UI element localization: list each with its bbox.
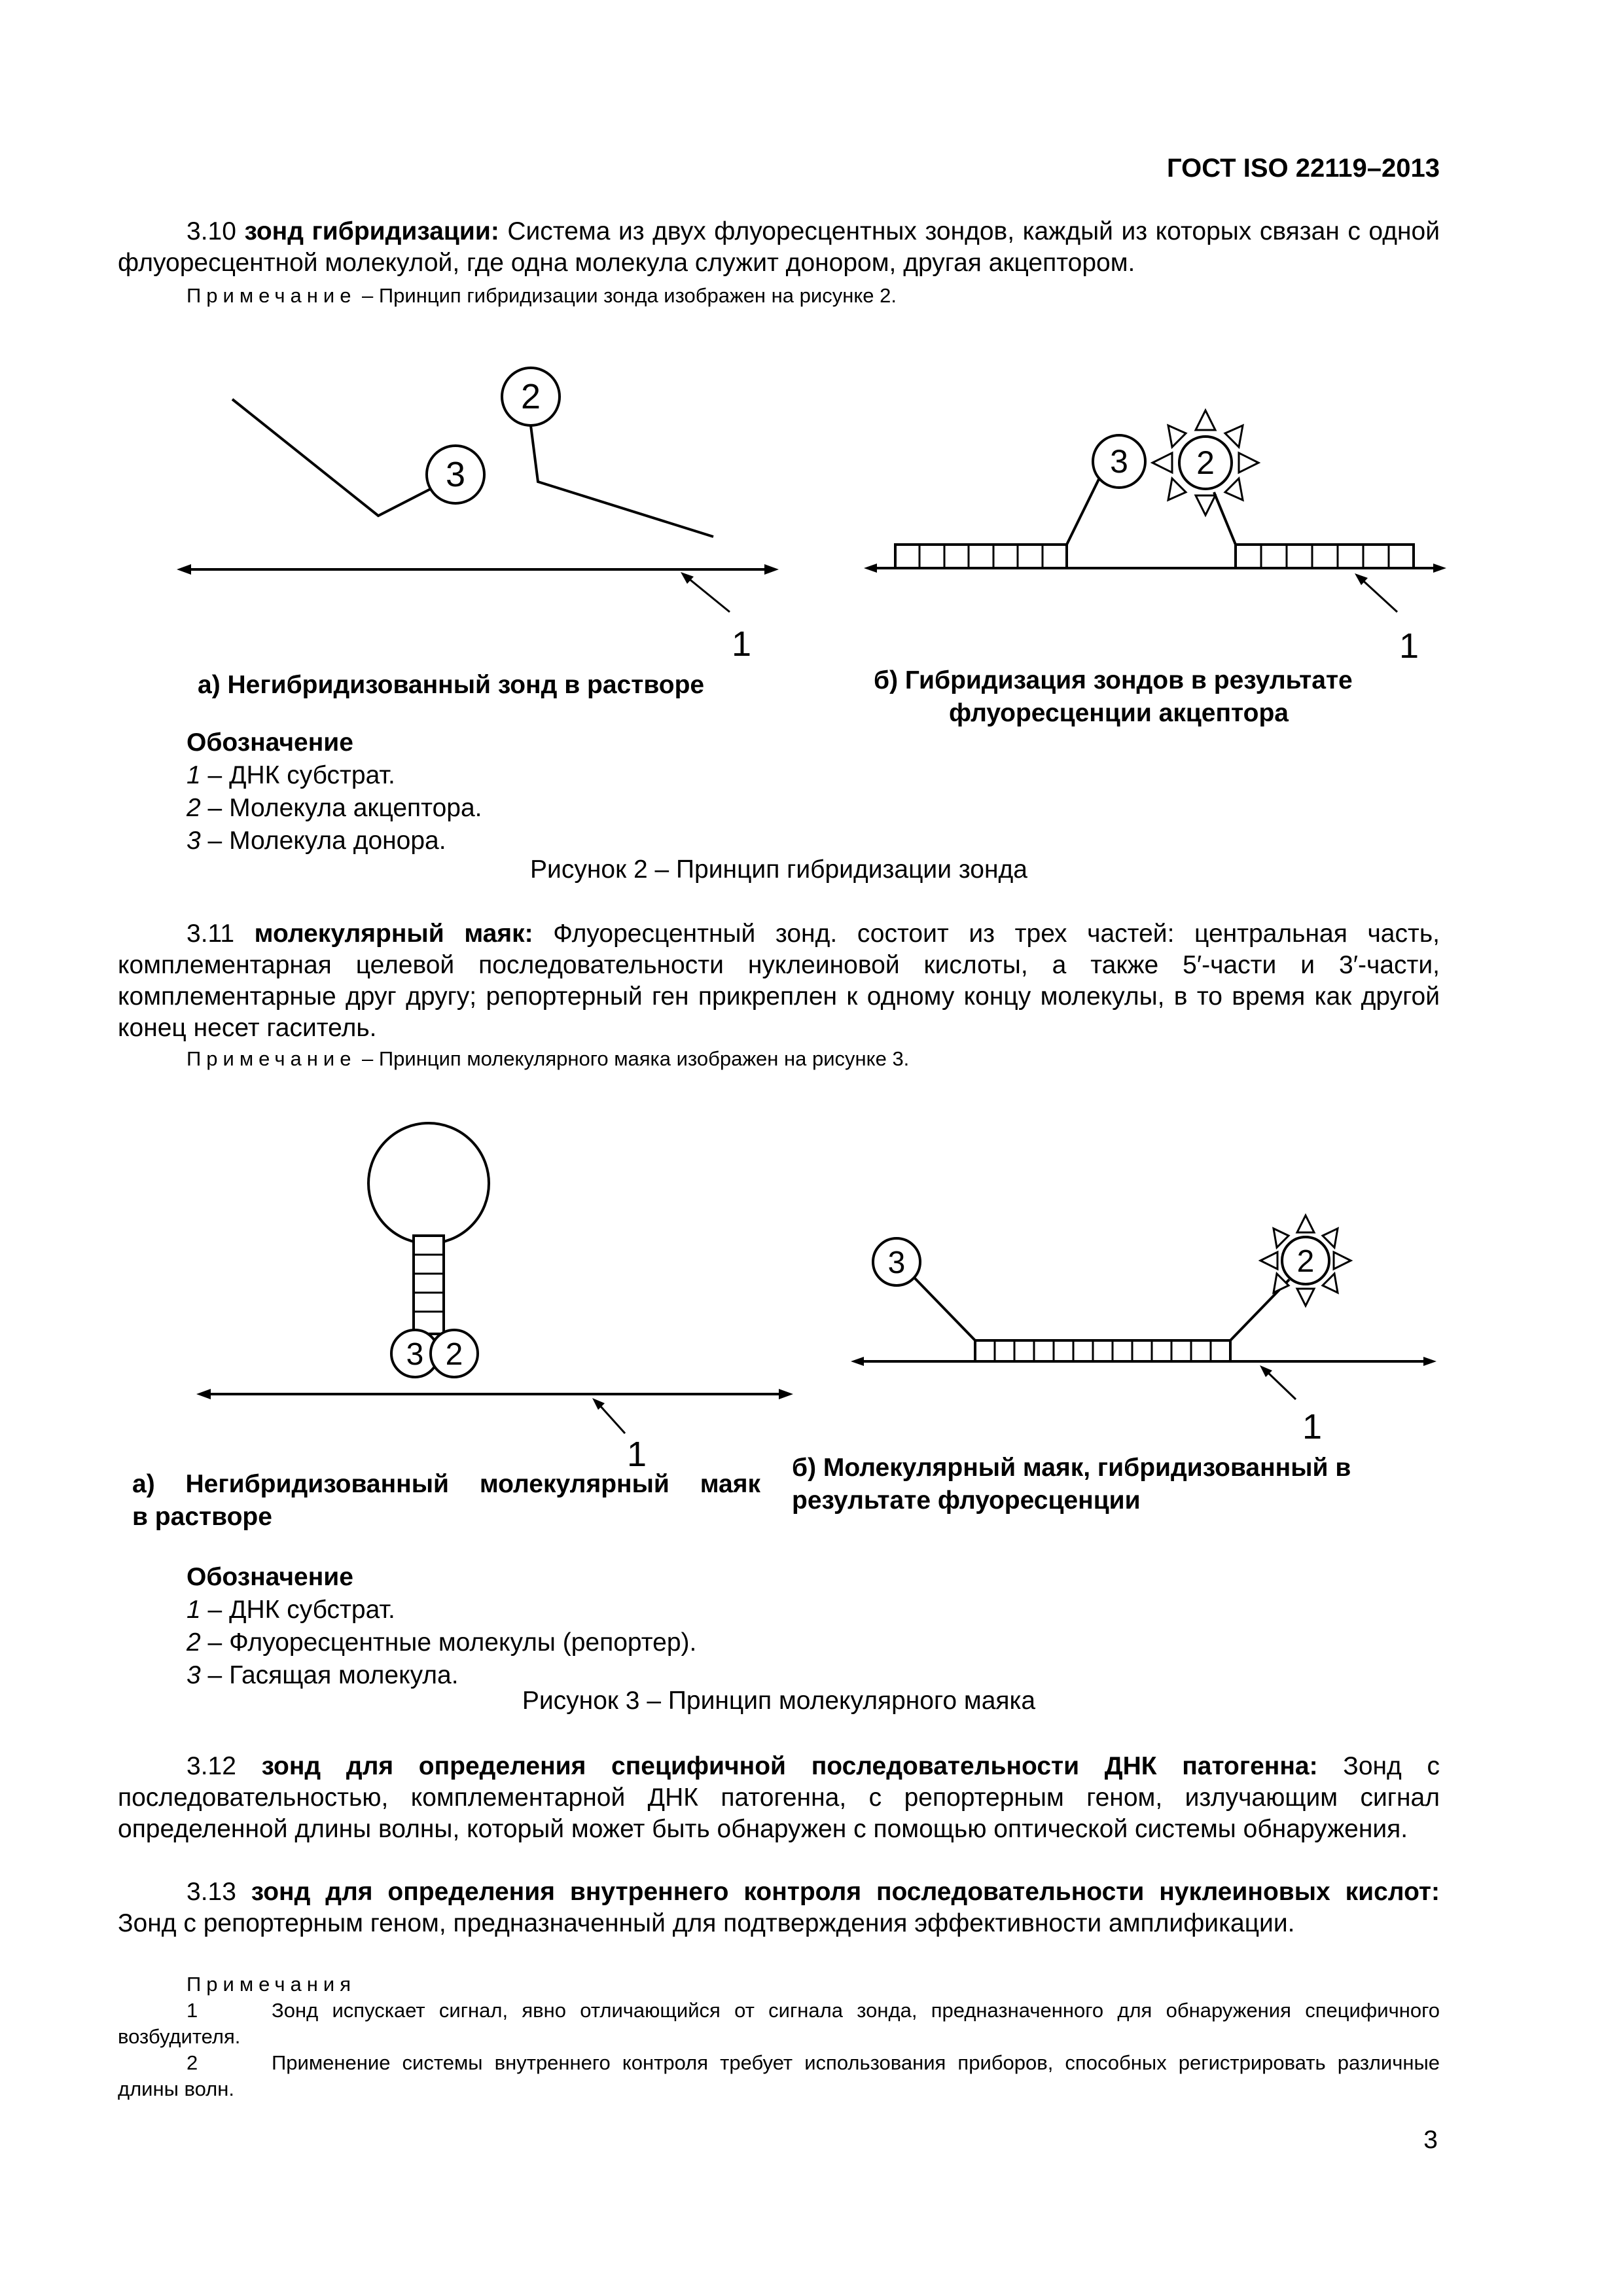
arrow-head-right bbox=[764, 564, 779, 575]
clause-3-12 bbox=[118, 1751, 1440, 1845]
notes-3-13-label: Примечания bbox=[187, 1973, 356, 1996]
note-3-13-2 bbox=[118, 2050, 1440, 2102]
label-3: 3 bbox=[445, 455, 466, 494]
figure-3b-hybridized-beacon bbox=[851, 1204, 1453, 1453]
clause-number: 3.10 bbox=[187, 217, 236, 245]
arrow-head-right bbox=[779, 1389, 793, 1399]
arrow-head-left bbox=[864, 564, 877, 573]
clause-text: Система из двух флуоресцентных зондов, каждый из которых связан с одной флуоресцентной молекулой, где одна молекула служит донором, другая акцептором. bbox=[118, 217, 1440, 277]
figure-3b-caption-line2: результате флуоресценции bbox=[792, 1486, 1141, 1515]
acceptor-link bbox=[1214, 492, 1236, 545]
legend-item: 1 – ДНК субстрат. bbox=[187, 1596, 395, 1624]
note-number: 1 bbox=[187, 1999, 198, 2022]
label-3: 3 bbox=[1110, 443, 1128, 480]
legend-item: 3 – Гасящая молекула. bbox=[187, 1661, 459, 1689]
note-text: – Принцип гибридизации зонда изображен на рисунке 2. bbox=[356, 284, 897, 307]
clause-term: зонд для определения внутреннего контроля последовательности нуклеиновых кислот: bbox=[251, 1878, 1440, 1906]
label-2: 2 bbox=[1296, 1244, 1315, 1279]
arrow-head-left bbox=[177, 564, 191, 575]
donor-probe-strand bbox=[232, 399, 431, 516]
clause-number: 3.11 bbox=[187, 920, 235, 948]
note-text: – Принцип молекулярного маяка изображен на рисунке 3. bbox=[356, 1047, 910, 1070]
acceptor-probe-strand bbox=[531, 425, 713, 537]
beacon-loop bbox=[368, 1123, 489, 1244]
clause-number: 3.12 bbox=[187, 1752, 236, 1780]
arrow-head-right bbox=[1423, 1357, 1436, 1366]
legend-item: 2 – Молекула акцептора. bbox=[187, 794, 482, 822]
figure-2b-caption-line2: флуоресценции акцептора bbox=[949, 699, 1289, 727]
arrow-head-left bbox=[851, 1357, 864, 1366]
figure-3a-caption-line2: в растворе bbox=[132, 1503, 272, 1531]
label-2: 2 bbox=[445, 1337, 463, 1372]
legend-title: Обозначение bbox=[187, 728, 353, 757]
figure-3b-caption-line1: б) Молекулярный маяк, гибридизованный в bbox=[792, 1454, 1351, 1482]
clause-term: зонд гибридизации: bbox=[244, 217, 499, 245]
hybridized-segment-right bbox=[1236, 545, 1414, 568]
note-text: Применение системы внутреннего контроля требует использования приборов, способных регистрировать различные длины волн. bbox=[118, 2051, 1440, 2100]
clause-term: зонд для определения специфичной последовательности ДНК патогенна: bbox=[261, 1752, 1318, 1780]
note-text: Зонд испускает сигнал, явно отличающийся от сигнала зонда, предназначенного для обнаружения специфичного возбудителя. bbox=[118, 1999, 1440, 2048]
legend-item: 2 – Флуоресцентные молекулы (репортер). bbox=[187, 1628, 697, 1657]
hybridized-segment-left bbox=[895, 545, 1067, 568]
legend-item: 1 – ДНК субстрат. bbox=[187, 761, 395, 789]
clause-text: Зонд с репортерным геном, предназначенный для подтверждения эффективности амплификации. bbox=[118, 1909, 1295, 1937]
figure-2b-hybridization bbox=[864, 399, 1453, 668]
label-1: 1 bbox=[732, 624, 752, 664]
arrow-head-right bbox=[1433, 564, 1446, 573]
figure-3-title: Рисунок 3 – Принцип молекулярного маяка bbox=[522, 1687, 1036, 1715]
figure-2-legend bbox=[187, 726, 482, 857]
clause-3-10 bbox=[118, 216, 1440, 279]
document-header: ГОСТ ISO 22119–2013 bbox=[1167, 154, 1440, 183]
label-1: 1 bbox=[1399, 626, 1419, 666]
clause-text: Флуоресцентный зонд. состоит из трех частей: центральная часть, комплементарная целевой последовательности нуклеиновой кислоты, а также 5′-части и 3′-части, комплементарные друг другу; репортерный ген прикреплен к одному концу молекулы, в то время как другой конец несет гаситель. bbox=[118, 920, 1440, 1042]
label-3: 3 bbox=[406, 1337, 424, 1372]
note-3-11 bbox=[187, 1046, 909, 1072]
figure-3a-unhybridized-beacon bbox=[196, 1113, 798, 1474]
note-label: Примечание bbox=[187, 284, 357, 307]
clause-3-13 bbox=[118, 1876, 1440, 1939]
pointer-1 bbox=[684, 575, 730, 612]
figure-2-title: Рисунок 2 – Принцип гибридизации зонда bbox=[530, 855, 1027, 884]
note-label: Примечание bbox=[187, 1047, 357, 1070]
figure-2b-caption-line1: б) Гибридизация зондов в результате bbox=[874, 666, 1353, 694]
label-2: 2 bbox=[1196, 444, 1215, 481]
note-3-10 bbox=[187, 283, 897, 309]
figure-2a-caption: а) Негибридизованный зонд в растворе bbox=[198, 671, 705, 699]
clause-3-11 bbox=[118, 918, 1440, 1044]
label-1: 1 bbox=[1302, 1407, 1323, 1446]
legend-item: 3 – Молекула донора. bbox=[187, 827, 446, 855]
arrow-head-left bbox=[196, 1389, 211, 1399]
quencher-link bbox=[913, 1276, 975, 1340]
figure-2a-unhybridized-probe bbox=[177, 353, 792, 668]
clause-term: молекулярный маяк: bbox=[254, 920, 533, 948]
page-number: 3 bbox=[1423, 2126, 1438, 2154]
figure-3-legend bbox=[187, 1561, 696, 1692]
beacon-stem bbox=[414, 1236, 444, 1334]
label-1: 1 bbox=[627, 1435, 647, 1474]
figure-3a-caption-line1: а) Негибридизованный молекулярный маяк bbox=[132, 1470, 760, 1498]
clause-text: Зонд с последовательностью, комплементарной ДНК патогенна, с репортерным геном, излучающим сигнал определенной длины волны, который может быть обнаружен с помощью оптической системы обнаружения. bbox=[118, 1752, 1440, 1843]
note-3-13-1 bbox=[118, 1998, 1440, 2050]
label-3: 3 bbox=[887, 1246, 906, 1280]
donor-link bbox=[1067, 471, 1103, 545]
note-number: 2 bbox=[187, 2051, 198, 2074]
legend-title: Обозначение bbox=[187, 1563, 353, 1591]
label-2: 2 bbox=[520, 377, 541, 416]
clause-number: 3.13 bbox=[187, 1878, 236, 1906]
